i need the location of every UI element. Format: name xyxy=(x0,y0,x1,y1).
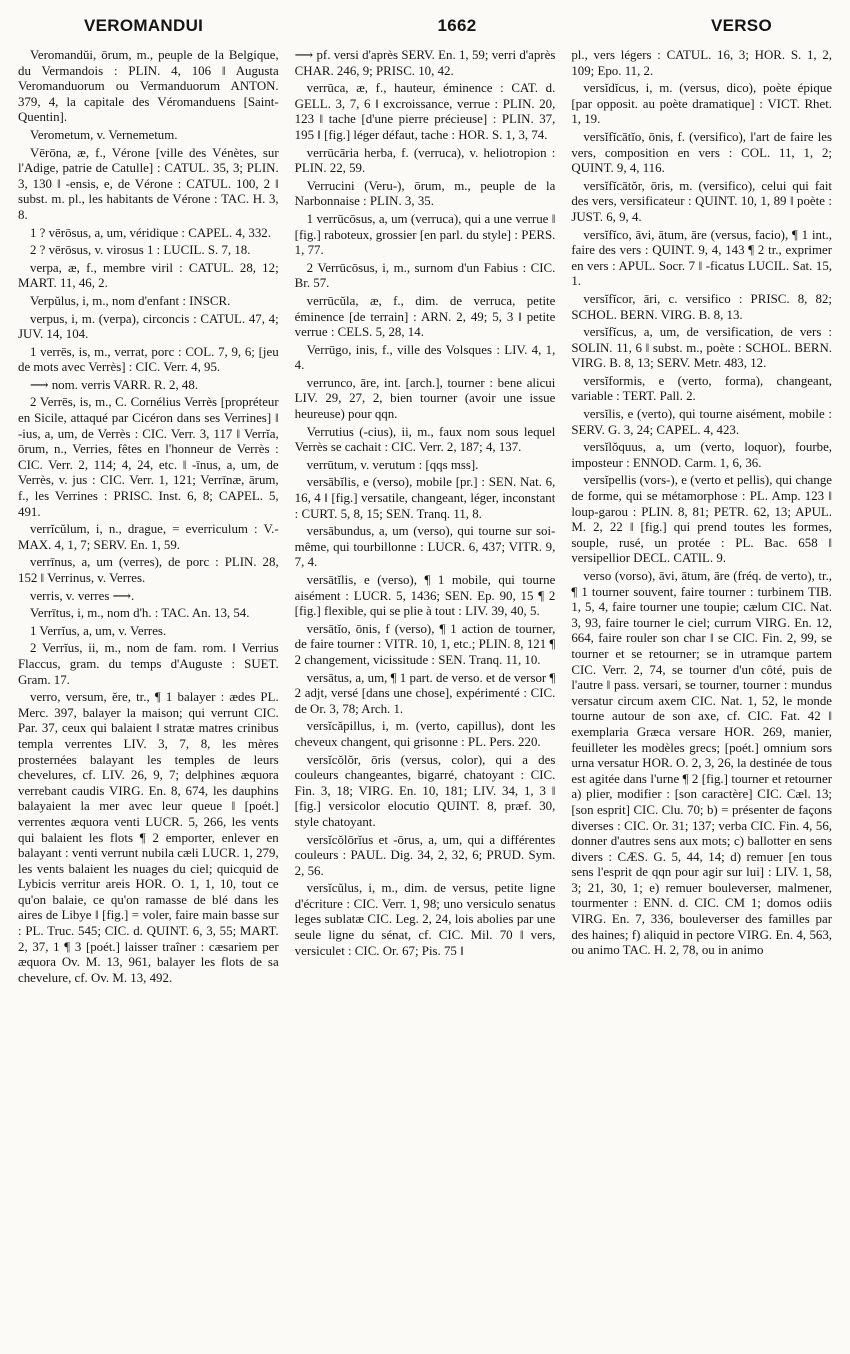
dictionary-entry: 1 ? vērōsus, a, um, véridique : CAPEL. 4, 332. xyxy=(30,225,271,240)
dictionary-entry: Vērōna, æ, f., Vérone [ville des Vénètes, sur l'Adige, patrie de Catulle] : CATUL. 35, 3; PLIN. 3, 130 ‖ -ensis, e, de Vérone : CATUL. 100, 2 ‖ subst. m. pl., les habitants de Vérone : TAC. H. 3, 8. xyxy=(18,145,279,222)
dictionary-entry: versĭfĭcātĭo, ōnis, f. (versifico), l'art de faire les vers, composition en vers : COL. 11, 1, 2; QUINT. 9, 4, 116. xyxy=(571,129,832,176)
dictionary-entry: versĭlis, e (verto), qui tourne aisément, mobile : SERV. G. 3, 24; CAPEL. 4, 423. xyxy=(571,407,832,437)
dictionary-entry: ⟶ nom. verris VARR. R. 2, 48. xyxy=(30,377,199,392)
dictionary-entry: verpus, i, m. (verpa), circoncis : CATUL. 47, 4; JUV. 14, 104. xyxy=(18,311,279,342)
dictionary-entry: versĭdĭcus, i, m. (versus, dico), poète épique [par opposit. au poète dramatique] : VICT. Rhet. 1, 19. xyxy=(571,81,832,127)
dictionary-entry: verris, v. verres ⟶. xyxy=(30,588,135,603)
dictionary-entry: Verrutius (-cius), ii, m., faux nom sous lequel Verrès se cachait : CIC. Verr. 2, 187; 4, 137. xyxy=(294,424,556,455)
dictionary-entry: verrūtum, v. verutum : [qqs mss]. xyxy=(306,457,479,472)
dictionary-entry: verrunco, āre, int. [arch.], tourner : bene alicui LIV. 29, 27, 2, bien tourner (avoir une issue heureuse) pour qqn. xyxy=(294,375,556,422)
dictionary-entry: Verrītus, i, m., nom d'h. : TAC. An. 13, 54. xyxy=(30,606,250,621)
dictionary-entry: verrūcāria herba, f. (verruca), v. heliotropion : PLIN. 22, 59. xyxy=(294,145,556,176)
dictionary-entry: Verometum, v. Vernemetum. xyxy=(30,127,178,142)
dictionary-entry: versĭcŏlŏr, ōris (versus, color), qui a des couleurs changeantes, bigarré, chatoyant : CIC. Fin. 3, 18; VIRG. En. 10, 181; LIV. 34, 1, 3 ‖ [fig.] versicolor elocutio QUINT. 8, præf. 30, style chatoyant. xyxy=(294,752,556,829)
dictionary-entry: Veromandŭi, ōrum, m., peuple de la Belgique, du Vermandois : PLIN. 4, 106 ‖ Augusta Veromanduorum ou Vermanduorum ANTON. 379, 4, la capitale des Véromanduens [Saint-Quentin]. xyxy=(18,48,279,125)
dictionary-entry: versātus, a, um, ¶ 1 part. de verso. et de versor ¶ 2 adjt, versé [dans une chose], expérimenté : CIC. de Or. 3, 78; Arch. 1. xyxy=(294,670,556,716)
dictionary-entry: 2 ? vērōsus, v. virosus 1 : LUCIL. S. 7, 18. xyxy=(30,243,251,258)
dictionary-entry: 1 Verrĭus, a, um, v. Verres. xyxy=(30,623,167,638)
dictionary-entry: versātĭo, ōnis, f (verso), ¶ 1 action de tourner, de faire tourner : VITR. 10, 1, etc.; PLIN. 8, 121 ¶ 2 changement, vicissitude : SEN. Tranq. 11, 10. xyxy=(294,621,556,667)
dictionary-entry: versĭcŭlus, i, m., dim. de versus, petite ligne d'écriture : CIC. Verr. 1, 98; uno versiculo senatus leges sublatæ CIC. Leg. 2, 24, lois abolies par une seule ligne du sénat, cf. CIC. Mil. 70 ‖ vers, versiculet : CIC. Or. 67; Pis. 75 ‖ xyxy=(294,881,556,958)
dictionary-entry: 1 verrūcōsus, a, um (verruca), qui a une verrue ‖ [fig.] raboteux, grossier [en parl. du style] : PERS. 1, 77. xyxy=(294,211,556,258)
dictionary-entry: versĭfĭcātŏr, ōris, m. (versifico), celui qui fait des vers, versificateur : QUINT. 10, 1, 89 ‖ poète : JUST. 6, 9, 4. xyxy=(571,178,832,224)
dictionary-entry: 2 Verrūcōsus, i, m., surnom d'un Fabius : CIC. Br. 57. xyxy=(294,260,556,291)
dictionary-entry: Verrūgo, inis, f., ville des Volsques : LIV. 4, 1, 4. xyxy=(294,342,556,373)
dictionary-entry: versĭformis, e (verto, forma), changeant, variable : TERT. Pall. 2. xyxy=(571,373,832,404)
header-right-guide-word: VERSO xyxy=(710,16,772,35)
dictionary-entry: versĭlŏquus, a, um (verto, loquor), fourbe, imposteur : ENNOD. Carm. 1, 6, 36. xyxy=(571,440,832,470)
text-columns xyxy=(18,48,832,1348)
dictionary-entry: versĭfĭcor, āri, c. versifico : PRISC. 8, 82; SCHOL. BERN. VIRG. B. 8, 13. xyxy=(571,291,832,322)
dictionary-entry: 1 verrēs, is, m., verrat, porc : COL. 7, 9, 6; [jeu de mots avec Verrès] : CIC. Verr. 4, 95. xyxy=(18,344,279,375)
dictionary-entry: verso (vorso), āvi, ātum, āre (fréq. de verto), tr., ¶ 1 tourner souvent, faire tourner : turbinem TIB. 1, 5, 4, faire tourner une toupie; cælum CIC. Nat. 3, 93, faire tourner le ciel; currum VIRG. En. 12, 664, faire rouler son char ‖ se CIC. Fin. 2, 99, se tourner et se retourner; se in utramque partem CIC. Verr. 2, 74, se tourner d'un côté, puis de l'autre ‖ pass. versari, se tourner, tourner : mundus versatur circum axem CIC. Nat. 1, 52, le monde tourne autour de son axe, cf. CIC. Fat. 42 ‖ exemplaria Græca versare HOR. 269, manier, feuilleter les modèles grecs; [poét.] omnium sors urna versatur HOR. O. 2, 3, 26, la destinée de tous est agitée dans l'urne ¶ 2 [fig.] tourner et retourner a) plier, modifier : [son caractère] CIC. Cæl. 13; [son esprit] CIC. Clu. 70; b) = présenter de façons diverses : CIC. Or. 31; 137; verba CIC. Fin. 4, 56, donner d'autres sens aux mots; c) ballotter en sens divers : CÆS. G. 5, 44, 14; d) remuer [en tous sens l'esprit de qqn pour agir sur lui] : LIV. 1, 58, 3; 21, 30, 1; e) remuer bouleverser, malmener, tourmenter : ENN. d. CIC. CM 1; domos odiis VIRG. En. 7, 336, bouleverser des familles par des haines; f) aliquid in pectore VIRG. En. 4, 563, ou animo TAC. H. 2, 78, ou in animo xyxy=(571,569,832,958)
header-left-guide-word: VEROMANDUI xyxy=(84,16,204,35)
dictionary-entry: 2 Verrĭus, ii, m., nom de fam. rom. ‖ Verrius Flaccus, gram. du temps d'Auguste : SUET. Gram. 17. xyxy=(18,641,279,687)
dictionary-entry: versĭcŏlōrĭus et -ōrus, a, um, qui a différentes couleurs : PAUL. Dig. 34, 2, 32, 6; PRUD. Sym. 2, 56. xyxy=(294,832,556,878)
dictionary-entry: versĭfĭcus, a, um, de versification, de vers : SOLIN. 11, 6 ‖ subst. m., poète : SCHOL. BERN. VIRG. B. 8, 13; SERV. Metr. 483, 12. xyxy=(571,325,832,371)
dictionary-entry: pl., vers légers : CATUL. 16, 3; HOR. S. 1, 2, 109; Epo. 11, 2. xyxy=(571,48,832,78)
column-middle xyxy=(295,48,556,1348)
dictionary-entry: ⟶ pf. versi d'après SERV. En. 1, 59; verri d'après CHAR. 246, 9; PRISC. 10, 42. xyxy=(294,48,556,78)
dictionary-entry: versĭfĭco, āvi, ātum, āre (versus, facio), ¶ 1 int., faire des vers : QUINT. 9, 4, 143 ¶ 2 tr., exprimer en vers : APUL. Socr. 7 ‖ -ficatus LUCIL. Sat. 15, 1. xyxy=(571,227,832,289)
dictionary-entry: versĭcăpillus, i, m. (verto, capillus), dont les cheveux changent, qui grisonne : PL. Pers. 220. xyxy=(294,719,556,749)
dictionary-entry: verrūcŭla, æ, f., dim. de verruca, petite éminence [de terrain] : ARN. 2, 49; 5, 3 ‖ petite verrue : CELS. 5, 28, 14. xyxy=(294,293,556,340)
dictionary-entry: versābundus, a, um (verso), qui tourne sur soi-même, qui tourbillonne : LUCR. 6, 437; VITR. 9, 7, 4. xyxy=(294,524,556,570)
column-right xyxy=(571,48,832,1348)
dictionary-entry: verro, versum, ĕre, tr., ¶ 1 balayer : ædes PL. Merc. 397, balayer la maison; qui verrunt CIC. Par. 37, ceux qui balaient ‖ stratæ matres crinibus templa verrentes LIV. 3, 7, 8, les mères prosternées balayant les temples de leurs chevelures, cf. LIV. 26, 9, 7; delphines æquora verrebant caudis VIRG. En. 8, 674, les dauphins balayaient la mer avec leur queue ‖ [poét.] verrentes æquora venti LUCR. 5, 266, les vents qui balaient les flots ¶ 2 emporter, enlever en balayant : venti verrunt nubila cæli LUCR. 1, 279, les vents balaient les nuages du ciel; quicquid de Lybicis verritur areis HOR. O. 1, 1, 10, tout ce qu'on balaie, ce qu'on ramasse de blé dans les aires de Libye ‖ [fig.] = voler, faire main basse sur : PL. Truc. 545; CIC. d. QUINT. 6, 3, 55; MART. 2, 37, 1 ¶ 3 [poét.] laisser traîner : cæsariem per æquora Ov. M. 13, 961, balayer les flots de sa chevelure, cf. Ov. M. 13, 492. xyxy=(18,690,279,985)
column-left xyxy=(18,48,279,1348)
dictionary-entry: versātĭlis, e (verso), ¶ 1 mobile, qui tourne aisément : LUCR. 5, 1436; SEN. Ep. 90, 15 ¶ 2 [fig.] flexible, qui se plie à tout : LIV. 39, 40, 5. xyxy=(294,573,556,619)
dictionary-entry: versābĭlis, e (verso), mobile [pr.] : SEN. Nat. 6, 16, 4 ‖ [fig.] versatile, changeant, léger, inconstant : CURT. 5, 8, 15; SEN. Tranq. 11, 8. xyxy=(294,475,556,521)
dictionary-entry: verpa, æ, f., membre viril : CATUL. 28, 12; MART. 11, 46, 2. xyxy=(18,260,279,291)
dictionary-entry: Verrucini (Veru-), ōrum, m., peuple de la Narbonnaise : PLIN. 3, 35. xyxy=(294,178,556,209)
dictionary-entry: verrīnus, a, um (verres), de porc : PLIN. 28, 152 ‖ Verrinus, v. Verres. xyxy=(18,555,279,585)
dictionary-entry: Verpŭlus, i, m., nom d'enfant : INSCR. xyxy=(30,293,231,308)
dictionary-entry: verrĭcŭlum, i, n., drague, = everriculum : V.-MAX. 4, 1, 7; SERV. En. 1, 59. xyxy=(18,522,279,552)
dictionary-entry: verrūca, æ, f., hauteur, éminence : CAT. d. GELL. 3, 7, 6 ‖ excroissance, verrue : PLIN. 20, 123 ‖ tache [d'une pierre précieuse] : PLIN. 37, 195 ‖ [fig.] léger défaut, tache : HOR. S. 1, 3, 74. xyxy=(294,81,556,142)
running-head xyxy=(18,16,832,40)
page-number: 1662 xyxy=(437,16,477,35)
dictionary-entry: 2 Verrēs, is, m., C. Cornélius Verrès [propréteur en Sicile, attaqué par Cicéron dans ses Verrines] ‖ -ius, a, um, de Verrès : CIC. Verr. 3, 117 ‖ Verrĭa, ōrum, n., Verries, fêtes en l'honneur de Verrès : CIC. Verr. 2, 114; 4, 24, etc. ‖ -īnus, a, um, de Verrès, v. jus : CIC. Verr. 1, 121; Verrīnæ, ārum, f., les Verrines : PRISC. Inst. 6, 8; CAPEL. 5, 491. xyxy=(18,395,279,519)
dictionary-entry: versĭpellis (vors-), e (verto et pellis), qui change de forme, qui se métamorphose : PL. Amp. 123 ‖ loup-garou : PLIN. 8, 81; PETR. 62, 13; APUL. M. 2, 22 ‖ [fig.] qui prend toutes les formes, souple, rusé, un protée : PL. Bac. 658 ‖ versipellior DECL. CATIL. 9. xyxy=(571,473,832,566)
